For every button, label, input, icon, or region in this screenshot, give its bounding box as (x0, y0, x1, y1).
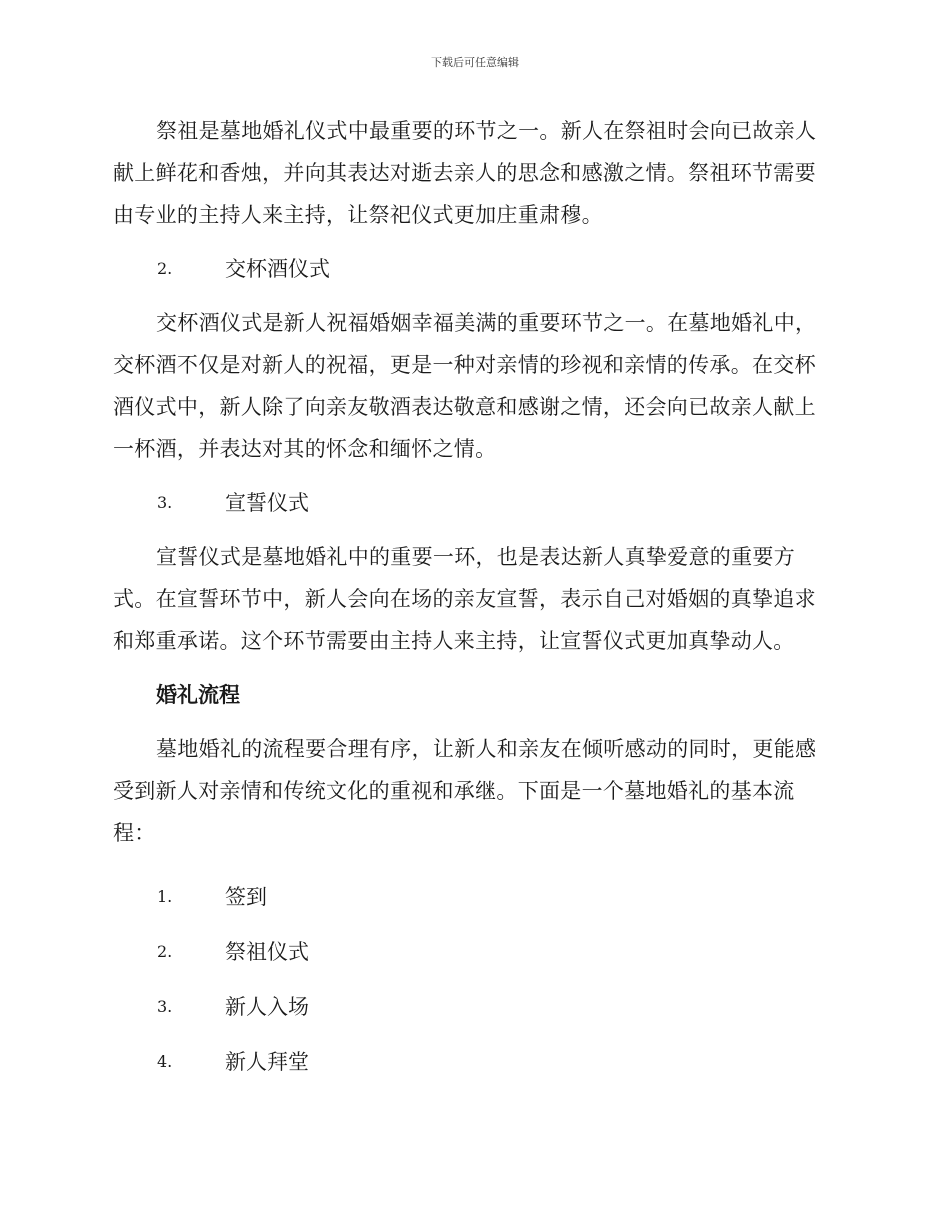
header-note: 下载后可任意编辑 (431, 56, 519, 69)
process-list (113, 876, 833, 1083)
list-item (113, 931, 833, 973)
list-text: 签到 (225, 885, 267, 909)
paragraph-vow: 宣誓仪式是墓地婚礼中的重要一环，也是表达新人真挚爱意的重要方式。在宣誓环节中，新人会向在场的亲友宣誓，表示自己对婚姻的真挚追求和郑重承诺。这个环节需要由主持人来主持，让宣誓仪式更加真挚动人。 (113, 545, 816, 653)
list-text: 祭祖仪式 (225, 940, 309, 964)
list-item (113, 876, 833, 918)
list-item (113, 1041, 833, 1083)
list-text: 新人入场 (225, 995, 309, 1019)
list-number: 1. (157, 887, 173, 906)
list-number: 2. (157, 942, 173, 961)
paragraph-process: 墓地婚礼的流程要合理有序，让新人和亲友在倾听感动的同时，更能感受到新人对亲情和传统文化的重视和承继。下面是一个墓地婚礼的基本流程： (113, 737, 817, 845)
list-text: 宣誓仪式 (225, 491, 309, 515)
document-body (113, 110, 833, 1096)
list-item-vow (113, 482, 833, 524)
list-item (113, 986, 833, 1028)
list-number: 2. (157, 259, 173, 278)
list-number: 3. (157, 493, 173, 512)
list-text: 交杯酒仪式 (225, 257, 330, 281)
section-heading: 婚礼流程 (156, 683, 240, 707)
list-number: 4. (157, 1052, 173, 1071)
paragraph-toast: 交杯酒仪式是新人祝福婚姻幸福美满的重要环节之一。在墓地婚礼中，交杯酒不仅是对新人的祝福，更是一种对亲情的珍视和亲情的传承。在交杯酒仪式中，新人除了向亲友敬酒表达敬意和感谢之情，还会向已故亲人献上一杯酒，并表达对其的怀念和缅怀之情。 (113, 311, 817, 461)
paragraph-ancestor-worship: 祭祖是墓地婚礼仪式中最重要的环节之一。新人在祭祖时会向已故亲人献上鲜花和香烛，并向其表达对逝去亲人的思念和感激之情。祭祖环节需要由专业的主持人来主持，让祭祀仪式更加庄重肃穆。 (113, 119, 817, 227)
list-number: 3. (157, 997, 173, 1016)
list-item-toast (113, 248, 833, 290)
list-text: 新人拜堂 (225, 1050, 309, 1074)
